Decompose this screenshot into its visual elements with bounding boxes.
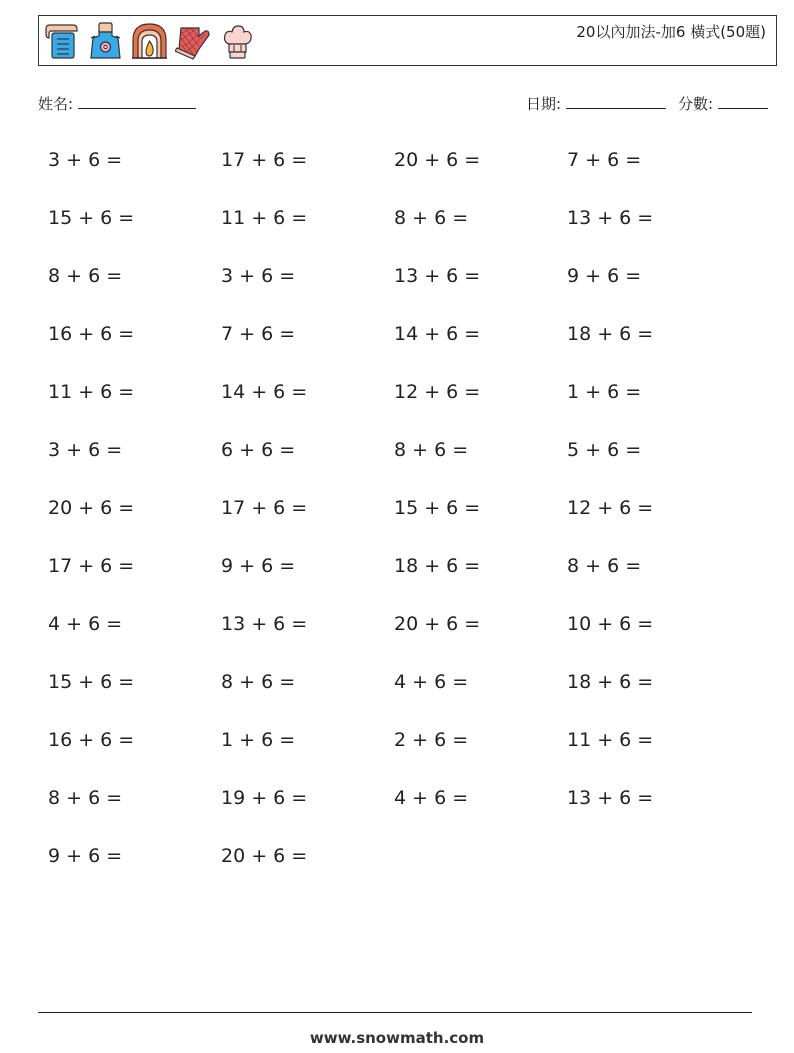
problem-item: 1 + 6 = bbox=[567, 381, 642, 403]
problem-item: 15 + 6 = bbox=[48, 207, 135, 229]
problem-item: 20 + 6 = bbox=[394, 149, 481, 171]
problem-item: 18 + 6 = bbox=[567, 671, 654, 693]
problem-item: 5 + 6 = bbox=[567, 439, 642, 461]
problem-item: 11 + 6 = bbox=[48, 381, 135, 403]
problem-item: 16 + 6 = bbox=[48, 323, 135, 345]
problem-item: 4 + 6 = bbox=[48, 613, 123, 635]
problem-item: 14 + 6 = bbox=[221, 381, 308, 403]
measuring-cup-icon bbox=[43, 22, 80, 60]
oven-icon bbox=[131, 22, 168, 60]
icon-strip bbox=[43, 22, 256, 60]
footer-website: www.snowmath.com bbox=[309, 1029, 485, 1047]
problem-item: 3 + 6 = bbox=[48, 149, 123, 171]
problem-item: 8 + 6 = bbox=[221, 671, 296, 693]
problem-item: 17 + 6 = bbox=[221, 497, 308, 519]
problem-item: 4 + 6 = bbox=[394, 671, 469, 693]
problem-item: 15 + 6 = bbox=[48, 671, 135, 693]
problem-item: 7 + 6 = bbox=[221, 323, 296, 345]
problem-item: 8 + 6 = bbox=[48, 265, 123, 287]
problem-item: 20 + 6 = bbox=[221, 845, 308, 867]
apron-icon bbox=[87, 22, 124, 60]
problem-item: 9 + 6 = bbox=[221, 555, 296, 577]
problem-item: 17 + 6 = bbox=[221, 149, 308, 171]
oven-mitt-icon bbox=[175, 22, 212, 60]
score-blank[interactable] bbox=[718, 94, 768, 109]
problem-item: 8 + 6 = bbox=[394, 207, 469, 229]
problem-item: 18 + 6 = bbox=[567, 323, 654, 345]
problem-item: 11 + 6 = bbox=[221, 207, 308, 229]
problem-item: 13 + 6 = bbox=[394, 265, 481, 287]
problem-item: 13 + 6 = bbox=[221, 613, 308, 635]
problem-item: 10 + 6 = bbox=[567, 613, 654, 635]
date-label: 日期: bbox=[526, 95, 562, 113]
problem-item: 9 + 6 = bbox=[567, 265, 642, 287]
problem-item: 6 + 6 = bbox=[221, 439, 296, 461]
problem-item: 8 + 6 = bbox=[394, 439, 469, 461]
score-label: 分數: bbox=[678, 95, 714, 113]
problem-grid bbox=[48, 145, 748, 899]
problem-item: 3 + 6 = bbox=[48, 439, 123, 461]
problem-item: 18 + 6 = bbox=[394, 555, 481, 577]
problem-item: 20 + 6 = bbox=[48, 497, 135, 519]
worksheet-title: 20以內加法-加6 橫式(50題) bbox=[576, 23, 766, 41]
problem-item: 16 + 6 = bbox=[48, 729, 135, 751]
problem-item: 17 + 6 = bbox=[48, 555, 135, 577]
problem-item: 14 + 6 = bbox=[394, 323, 481, 345]
problem-item: 8 + 6 = bbox=[48, 787, 123, 809]
worksheet-header bbox=[38, 15, 777, 66]
name-field bbox=[38, 93, 196, 114]
name-blank[interactable] bbox=[78, 94, 196, 109]
chef-hat-icon bbox=[219, 22, 256, 60]
problem-item: 13 + 6 = bbox=[567, 207, 654, 229]
problem-item: 3 + 6 = bbox=[221, 265, 296, 287]
problem-item: 19 + 6 = bbox=[221, 787, 308, 809]
problem-item: 4 + 6 = bbox=[394, 787, 469, 809]
problem-item: 7 + 6 = bbox=[567, 149, 642, 171]
problem-item: 2 + 6 = bbox=[394, 729, 469, 751]
date-blank[interactable] bbox=[566, 94, 666, 109]
problem-item: 12 + 6 = bbox=[394, 381, 481, 403]
footer-divider bbox=[38, 1012, 752, 1013]
score-field bbox=[678, 93, 768, 114]
problem-item: 15 + 6 = bbox=[394, 497, 481, 519]
date-field bbox=[526, 93, 666, 114]
problem-item: 13 + 6 = bbox=[567, 787, 654, 809]
problem-item: 12 + 6 = bbox=[567, 497, 654, 519]
problem-item: 9 + 6 = bbox=[48, 845, 123, 867]
problem-item: 8 + 6 = bbox=[567, 555, 642, 577]
problem-item: 11 + 6 = bbox=[567, 729, 654, 751]
problem-item: 20 + 6 = bbox=[394, 613, 481, 635]
problem-item: 1 + 6 = bbox=[221, 729, 296, 751]
name-label: 姓名: bbox=[38, 95, 74, 113]
